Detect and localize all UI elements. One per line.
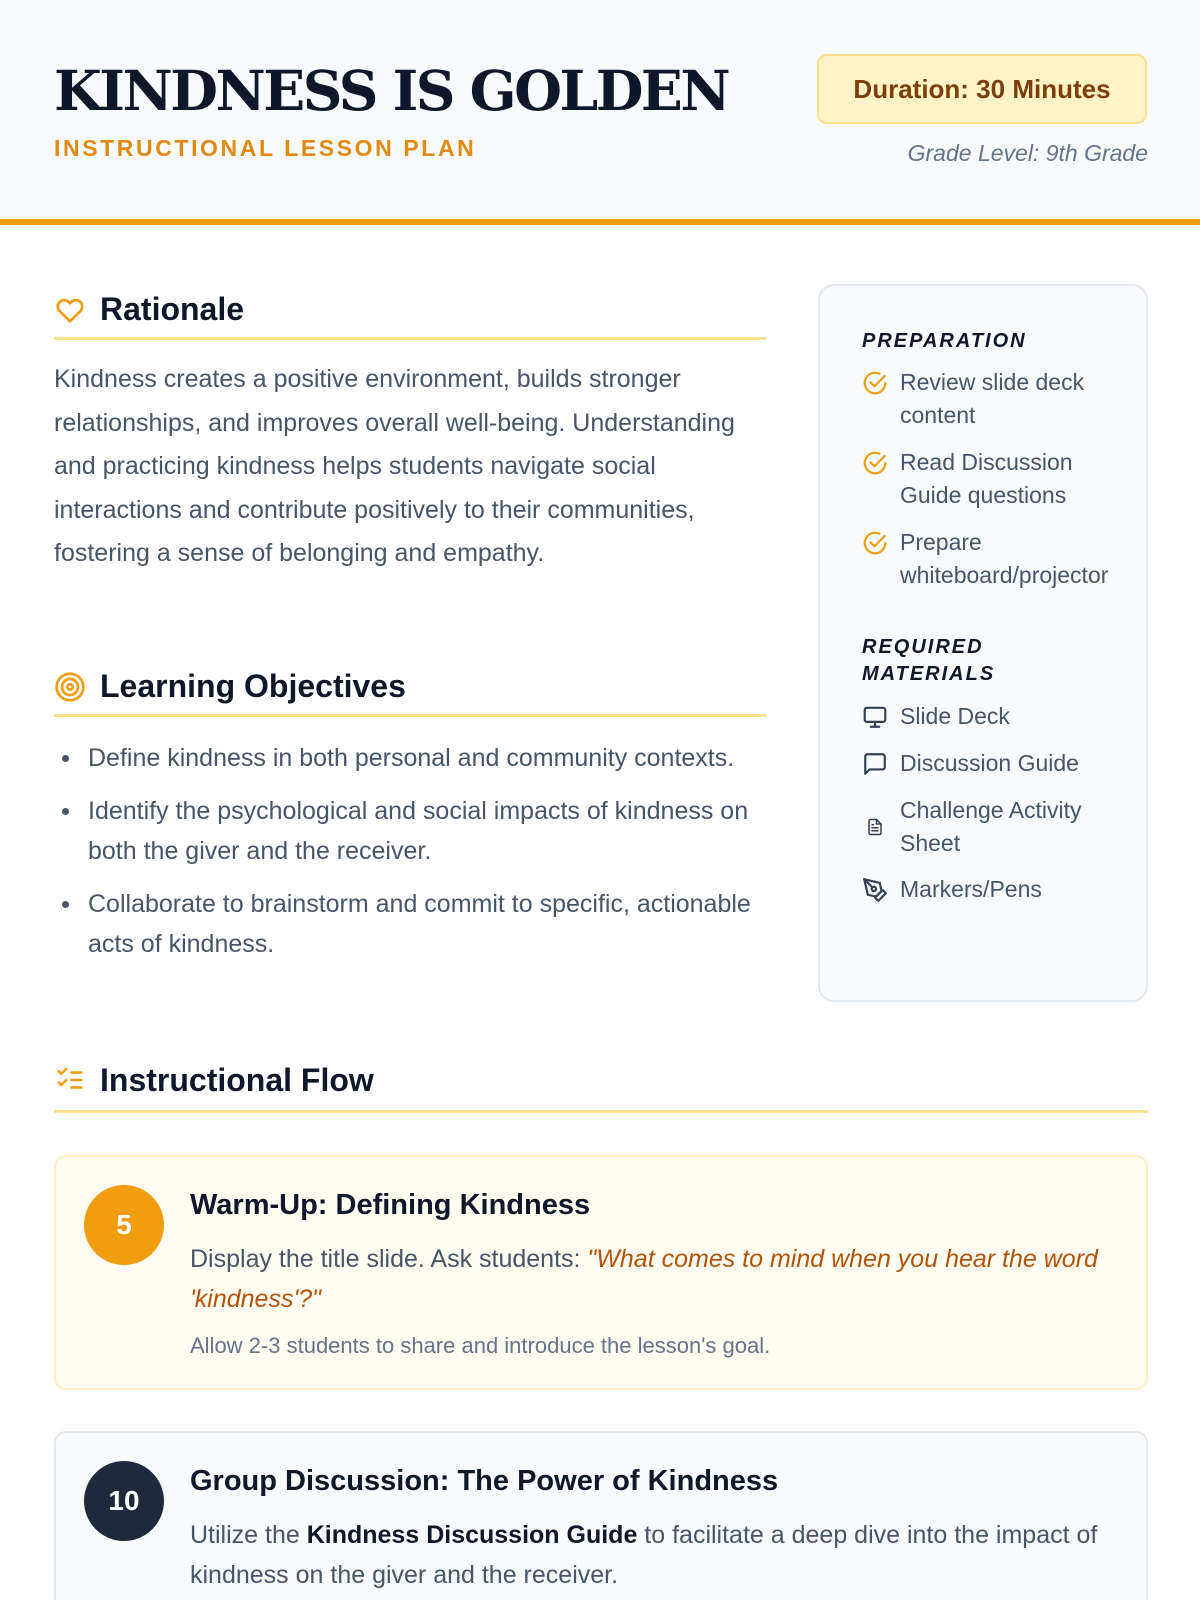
step-body xyxy=(190,1515,1120,1595)
step-title: Group Discussion: The Power of Kindness xyxy=(190,1465,779,1497)
page-subtitle: INSTRUCTIONAL LESSON PLAN xyxy=(54,135,477,161)
flow-section-heading xyxy=(54,1050,1148,1113)
step-body-text: Utilize the xyxy=(190,1521,307,1549)
prep-materials-panel xyxy=(818,284,1148,1002)
prep-item-label: Read Discussion Guide questions xyxy=(900,449,1073,508)
duration-badge: Duration: 30 Minutes xyxy=(817,54,1147,124)
objectives-section-heading xyxy=(54,659,766,717)
pen-icon xyxy=(862,873,888,906)
target-icon xyxy=(54,671,86,703)
page-title: KINDNESS IS GOLDEN xyxy=(54,58,729,123)
heart-icon xyxy=(54,294,86,326)
material-item xyxy=(862,747,1132,780)
material-item xyxy=(862,873,1132,906)
material-item xyxy=(862,700,1132,733)
lesson-header xyxy=(0,0,1200,225)
step-quote: "What comes to mind when you hear the word 'kindness'?" xyxy=(190,1245,1098,1313)
grade-level: Grade Level: 9th Grade xyxy=(907,140,1148,166)
check-circle-icon xyxy=(862,446,888,479)
monitor-icon xyxy=(862,700,888,733)
flow-step-discussion xyxy=(54,1431,1148,1600)
material-item-label: Markers/Pens xyxy=(900,876,1042,902)
step-duration-badge: 10 xyxy=(84,1461,164,1541)
prep-item xyxy=(862,446,1132,512)
material-item xyxy=(862,794,1132,860)
material-item-label: Discussion Guide xyxy=(900,750,1079,776)
list-item: Identify the psychological and social impacts of kindness on both the giver and the receiver. xyxy=(54,791,774,871)
step-body xyxy=(190,1239,1120,1319)
material-item-label: Challenge Activity Sheet xyxy=(900,797,1082,856)
step-body-emphasis: Kindness Discussion Guide xyxy=(306,1521,638,1549)
prep-item xyxy=(862,366,1132,432)
preparation-label: PREPARATION xyxy=(862,330,1027,352)
step-note: Allow 2-3 students to share and introduce the lesson's goal. xyxy=(190,1333,771,1358)
check-circle-icon xyxy=(862,526,888,559)
objectives-list xyxy=(54,738,774,977)
prep-item xyxy=(862,526,1132,592)
rationale-text: Kindness creates a positive environment, builds stronger relationships, and improves overall well-being. Understanding and practicing kindness helps students navigate social interactions and contribute positively to their communities, fostering a sense of belonging and empathy. xyxy=(54,365,735,567)
step-duration-badge: 5 xyxy=(84,1185,164,1265)
prep-item-label: Review slide deck content xyxy=(900,369,1085,428)
rationale-heading: Rationale xyxy=(100,291,245,327)
document-icon xyxy=(862,794,888,860)
rationale-section-heading xyxy=(54,282,766,340)
message-icon xyxy=(862,747,888,780)
check-circle-icon xyxy=(862,366,888,399)
objectives-heading: Learning Objectives xyxy=(100,668,406,704)
material-item-label: Slide Deck xyxy=(900,703,1010,729)
checklist-icon xyxy=(54,1064,86,1096)
list-item: Collaborate to brainstorm and commit to specific, actionable acts of kindness. xyxy=(54,884,774,964)
step-body-text: Display the title slide. Ask students: xyxy=(190,1245,588,1273)
step-body-text: to facilitate a deep dive into the impact of kindness on the giver and the receiver. xyxy=(190,1521,1098,1589)
list-item: Define kindness in both personal and community contexts. xyxy=(54,738,774,778)
flow-heading: Instructional Flow xyxy=(100,1061,374,1098)
flow-step-warmup xyxy=(54,1155,1148,1390)
materials-label: REQUIRED MATERIALS xyxy=(862,636,996,685)
prep-item-label: Prepare whiteboard/projector xyxy=(900,529,1109,588)
step-title: Warm-Up: Defining Kindness xyxy=(190,1189,591,1221)
